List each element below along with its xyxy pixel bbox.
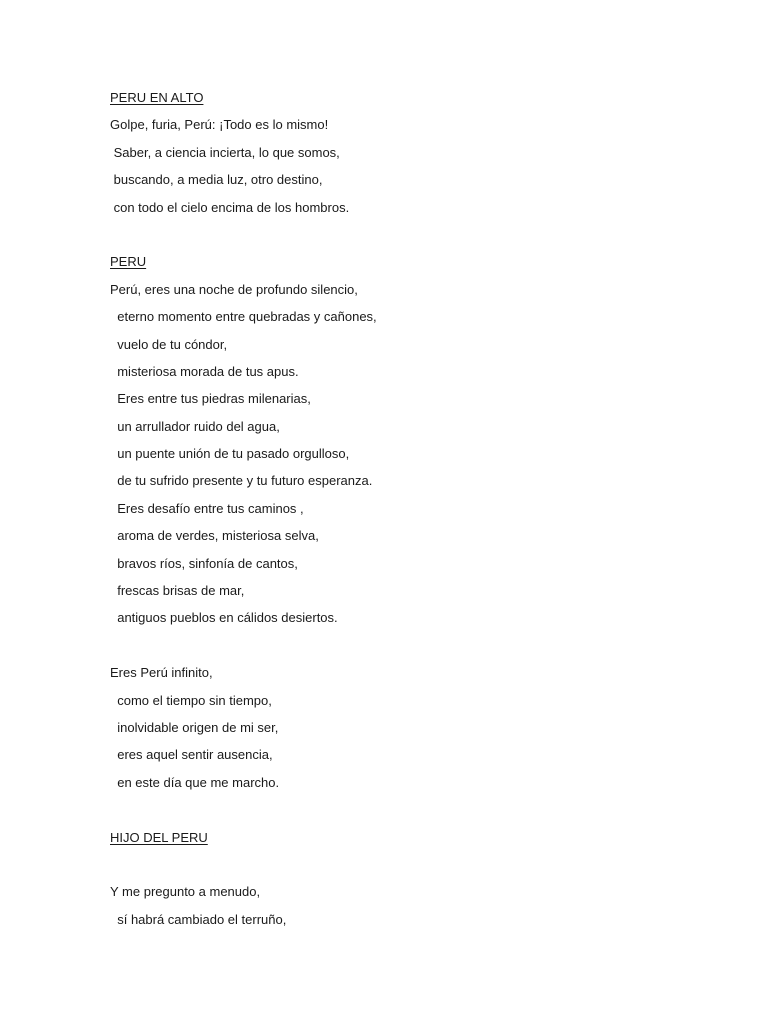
poem-line: Golpe, furia, Perú: ¡Todo es lo mismo! xyxy=(110,117,329,133)
poem-line: sí habrá cambiado el terruño, xyxy=(110,911,287,927)
poem-line: Saber, a ciencia incierta, lo que somos, xyxy=(110,144,340,160)
poem-title: PERU EN ALTO xyxy=(110,90,204,105)
poem-line: eterno momento entre quebradas y cañones, xyxy=(110,309,377,325)
poem-line: vuelo de tu cóndor, xyxy=(110,336,228,352)
poem-line: como el tiempo sin tiempo, xyxy=(110,692,272,708)
poem-line: aroma de verdes, misteriosa selva, xyxy=(110,528,319,544)
poem-line: un puente unión de tu pasado orgulloso, xyxy=(110,446,350,462)
poem-line: misteriosa morada de tus apus. xyxy=(110,363,299,379)
stanza-gap xyxy=(110,796,710,823)
stanza-gap xyxy=(110,632,710,659)
poem-line: Perú, eres una noche de profundo silencio, xyxy=(110,281,358,297)
poem-line: en este día que me marcho. xyxy=(110,774,280,790)
poem-line: frescas brisas de mar, xyxy=(110,583,245,599)
document-page xyxy=(110,84,710,933)
poem-line: Eres Perú infinito, xyxy=(110,665,213,681)
poem-line: bravos ríos, sinfonía de cantos, xyxy=(110,555,298,571)
stanza-gap xyxy=(110,851,710,878)
poem-line: Eres desafío entre tus caminos , xyxy=(110,500,304,516)
poem-line: buscando, a media luz, otro destino, xyxy=(110,172,323,188)
poem-line: Y me pregunto a menudo, xyxy=(110,884,261,900)
poem-line: un arrullador ruido del agua, xyxy=(110,418,280,434)
poem-line: de tu sufrido presente y tu futuro esperanza. xyxy=(110,473,373,489)
poem-line: inolvidable origen de mi ser, xyxy=(110,719,279,735)
poem-line: eres aquel sentir ausencia, xyxy=(110,747,273,763)
poem-line: antiguos pueblos en cálidos desiertos. xyxy=(110,610,338,626)
poem-title: HIJO DEL PERU xyxy=(110,829,208,845)
poem-line: con todo el cielo encima de los hombros. xyxy=(110,199,350,215)
poem-line: Eres entre tus piedras milenarias, xyxy=(110,391,311,407)
stanza-gap xyxy=(110,221,710,248)
poem-title: PERU xyxy=(110,254,147,270)
